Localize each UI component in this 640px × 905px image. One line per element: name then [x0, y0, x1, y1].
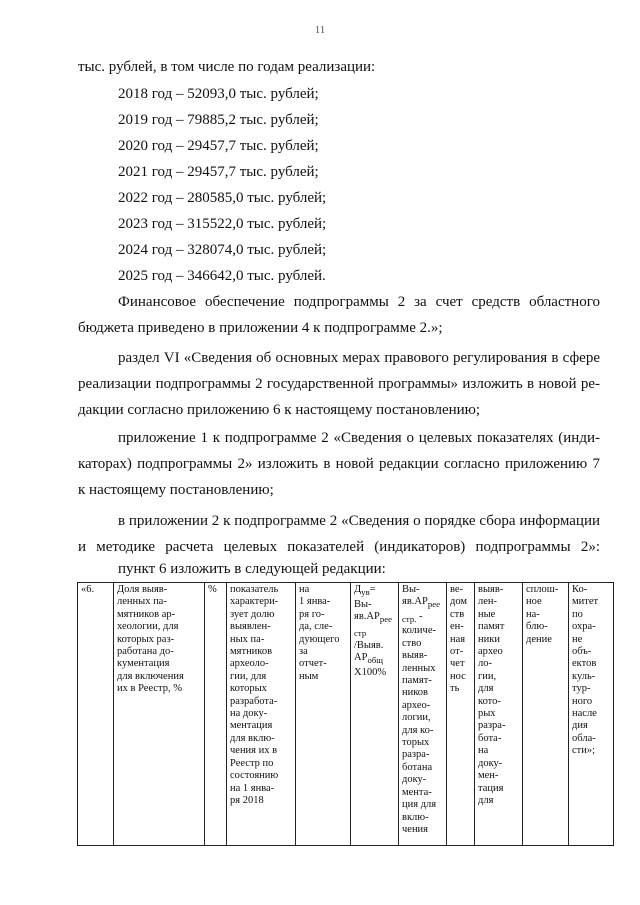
year-line: 2019 год – 79885,2 тыс. рублей;: [118, 112, 319, 128]
formula-prefix: Д: [354, 584, 362, 595]
formula-sub: общ: [367, 655, 384, 666]
paragraph-line: каторах) подпрограммы 2» изложить в новой редакции согласно приложению 7: [78, 456, 600, 472]
intro-line: тыс. рублей, в том числе по годам реализации:: [78, 59, 376, 75]
population-cell: выяв- лен- ные памят ники архео ло- гии, для кото- рых разра- бота- на доку- мен- тация для: [475, 583, 523, 846]
year-line: 2018 год – 52093,0 тыс. рублей;: [118, 86, 319, 102]
paragraph-line: раздел VI «Сведения об основных мерах правового регулирования в сфере: [118, 350, 600, 366]
time-characteristic-cell: на 1 янва- ря го- да, сле- дующего за отчет- ным: [296, 583, 351, 846]
paragraph-line: в приложении 2 к подпрограмме 2 «Сведения о порядке сбора информации: [118, 513, 600, 529]
item-number-cell: «6.: [78, 583, 114, 846]
year-line: 2022 год – 280585,0 тыс. рублей;: [118, 190, 327, 206]
definition-cell: показатель характери- зует долю выявлен- ных па- мятников археоло- гии, для которых разработа- на доку- ментация для вклю- чения их в Реестр по состоянию на 1 янва- ря 2018: [227, 583, 296, 846]
collection-method-cell: ве- дом ств ен- ная от- чет нос ть: [447, 583, 475, 846]
formula-sub: реестр: [354, 614, 392, 639]
formula-tail: /Выяв. АР: [354, 639, 384, 664]
indicator-name-cell: Доля выяв- ленных па- мятников ар- хеологии, для которых раз- работана до- кументация для включения их в Реестр, %: [114, 583, 205, 846]
paragraph-line: и методике расчета целевых показателей (индикаторов) подпрограммы 2»:: [78, 539, 600, 555]
formula-mid: = Вы- яв.АР: [354, 584, 380, 622]
paragraph-item-6: пункт 6 изложить в следующей редакции:: [118, 561, 386, 577]
paragraph-line: дакции согласно приложению 6 к настоящему постановлению;: [78, 402, 481, 418]
observation-cell: сплош- ное на- блю- дение: [523, 583, 569, 846]
year-line: 2025 год – 346642,0 тыс. рублей.: [118, 268, 326, 284]
year-line: 2023 год – 315522,0 тыс. рублей;: [118, 216, 327, 232]
indicator-rest: - количе- ство выяв- ленных памят- ников архео- логии, для ко- торых разра- ботана доку- мента- ция для вклю- чения: [402, 610, 437, 835]
page-number: 11: [314, 24, 326, 36]
responsible-cell: Ко- митет по охра- не объ- ектов куль- тур- ного насле дия обла- сти»;: [569, 583, 614, 846]
indicator-table: [77, 582, 614, 846]
paragraph-line: бюджета приведено в приложении 4 к подпрограмме 2.»;: [78, 320, 443, 336]
year-line: 2021 год – 29457,7 тыс. рублей;: [118, 164, 319, 180]
table-row: [78, 583, 614, 846]
paragraph-line: Финансовое обеспечение подпрограммы 2 за счет средств областного: [118, 294, 600, 310]
formula-end: Х100%: [354, 666, 387, 678]
indicator-sub: рее стр.: [402, 599, 440, 624]
basic-indicators-cell: [399, 583, 447, 846]
formula-cell: [351, 583, 399, 846]
indicator-prefix: Вы- яв.АР: [402, 584, 428, 608]
unit-cell: %: [205, 583, 227, 846]
paragraph-line: приложение 1 к подпрограмме 2 «Сведения о целевых показателях (инди-: [118, 430, 600, 446]
paragraph-line: реализации подпрограммы 2 государственной программы» изложить в новой ре-: [78, 376, 600, 392]
formula-sub: ув: [361, 587, 370, 598]
year-line: 2024 год – 328074,0 тыс. рублей;: [118, 242, 327, 258]
paragraph-line: к настоящему постановлению;: [78, 482, 274, 498]
year-line: 2020 год – 29457,7 тыс. рублей;: [118, 138, 319, 154]
